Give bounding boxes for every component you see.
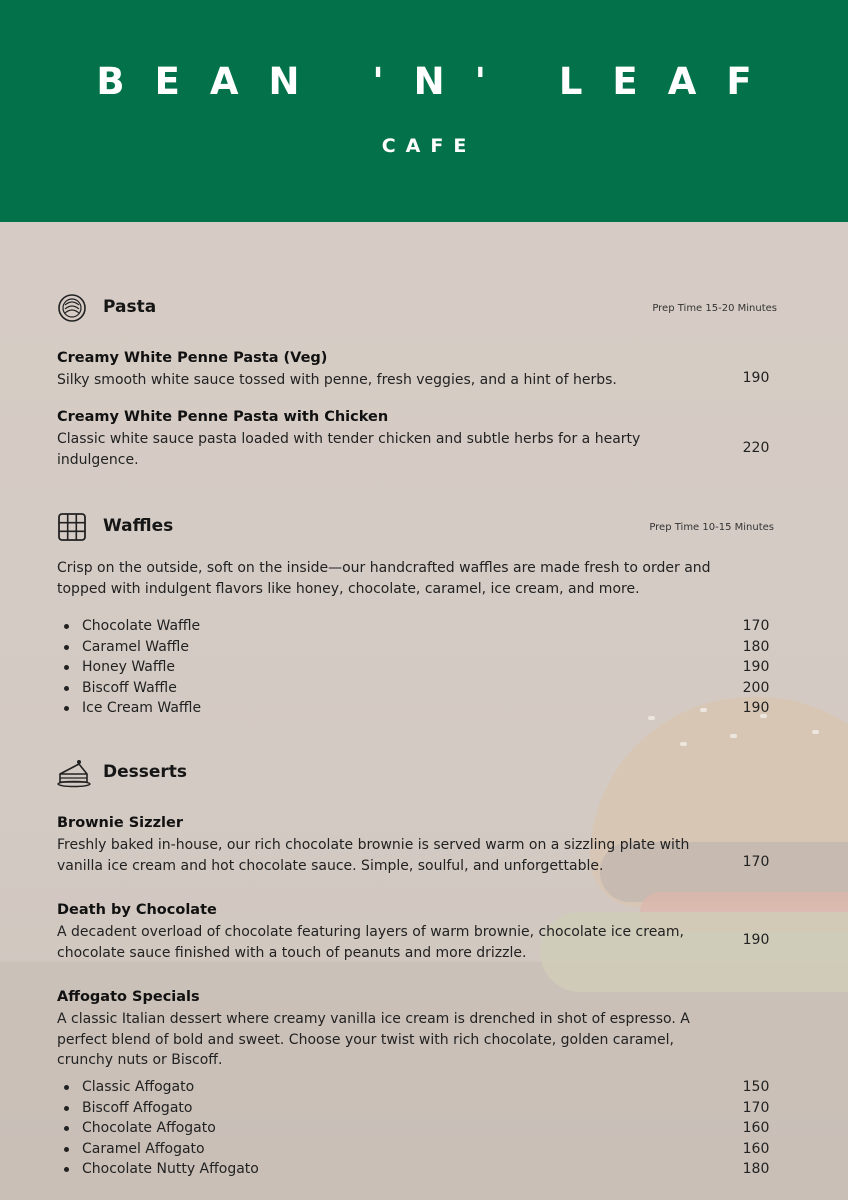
bullet-dot [64,1147,69,1152]
list-item-price: 160 [742,1140,770,1157]
item-price: 190 [742,932,770,948]
bullet-dot [64,1126,69,1131]
list-item-price: 170 [742,1099,770,1116]
list-item-price: 200 [742,679,770,696]
brand-subtitle: CAFE [381,135,477,157]
list-item-name: Classic Affogato [82,1079,195,1095]
waffle-icon [57,512,87,542]
section-title-pasta: Pasta [103,297,157,317]
pasta-bowl-icon [57,293,87,323]
item-description: Silky smooth white sauce tossed with penne, fresh veggies, and a hint of herbs. [57,372,617,388]
bullet-dot [64,624,69,629]
bullet-dot [64,1167,69,1172]
bullet-dot [64,645,69,650]
bullet-dot [64,665,69,670]
list-item [57,637,797,658]
list-item-price: 170 [742,618,770,634]
list-item-name: Biscoff Waffle [82,679,177,696]
bullet-dot [64,706,69,711]
list-item [57,616,797,637]
list-item [57,1118,797,1139]
item-price: 220 [742,440,770,456]
list-item-name: Caramel Waffle [82,638,189,655]
item-description: Freshly baked in-house, our rich chocolate brownie is served warm on a sizzling plate with vanilla ice cream and hot chocolate sauce. Simple, soulful, and unforgettable. [57,837,690,874]
list-item [57,1098,797,1119]
waffles-section-header [57,512,777,542]
item-description: A classic Italian dessert where creamy vanilla ice cream is drenched in shot of espresso. A perfect blend of bold and sweet. Choose your twist with rich chocolate, golden caramel, crunchy nuts or Biscoff. [57,1011,690,1068]
brand-title: BEAN 'N' LEAF [96,60,782,103]
cake-slice-icon [57,758,87,788]
prep-time-waffles: Prep Time 10-15 Minutes [649,522,774,533]
list-item-name: Chocolate Nutty Affogato [82,1161,259,1177]
list-item [57,1077,797,1098]
item-name: Affogato Specials [57,989,200,1005]
list-item [57,657,797,678]
list-item-name: Chocolate Waffle [82,618,201,634]
list-item-price: 160 [742,1120,770,1136]
list-item-name: Chocolate Affogato [82,1120,216,1136]
list-item [57,678,797,699]
list-item-price: 190 [742,659,770,675]
waffle-list [57,616,797,719]
list-item-price: 150 [742,1079,770,1095]
item-name: Creamy White Penne Pasta with Chicken [57,409,389,425]
list-item-name: Honey Waffle [82,659,175,675]
list-item-price: 190 [742,700,770,716]
bullet-dot [64,686,69,691]
prep-time-pasta: Prep Time 15-20 Minutes [652,303,777,314]
bullet-dot [64,1106,69,1111]
section-title-waffles: Waffles [103,516,174,536]
item-name: Death by Chocolate [57,902,217,918]
item-name: Creamy White Penne Pasta (Veg) [57,350,328,366]
item-price: 190 [742,370,770,386]
item-price: 170 [742,854,770,870]
desserts-section-header [57,758,777,788]
list-item-price: 180 [742,1161,770,1177]
list-item [57,698,797,719]
item-description: A decadent overload of chocolate featuring layers of warm brownie, chocolate ice cream, chocolate sauce finished with a touch of peanuts and more drizzle. [57,924,684,961]
item-name: Brownie Sizzler [57,815,183,831]
affogato-list [57,1077,797,1180]
list-item [57,1159,797,1180]
list-item-name: Ice Cream Waffle [82,700,202,716]
list-item-name: Biscoff Affogato [82,1099,193,1116]
list-item-name: Caramel Affogato [82,1140,205,1157]
section-title-desserts: Desserts [103,762,188,782]
list-item [57,1139,797,1160]
section-description-waffles: Crisp on the outside, soft on the inside—our handcrafted waffles are made fresh to order and topped with indulgent flavors like honey, chocolate, caramel, ice cream, and more. [57,560,711,597]
list-item-price: 180 [742,638,770,655]
item-description: Classic white sauce pasta loaded with tender chicken and subtle herbs for a hearty indulgence. [57,431,641,468]
pasta-section-header [57,293,777,323]
bullet-dot [64,1085,69,1090]
